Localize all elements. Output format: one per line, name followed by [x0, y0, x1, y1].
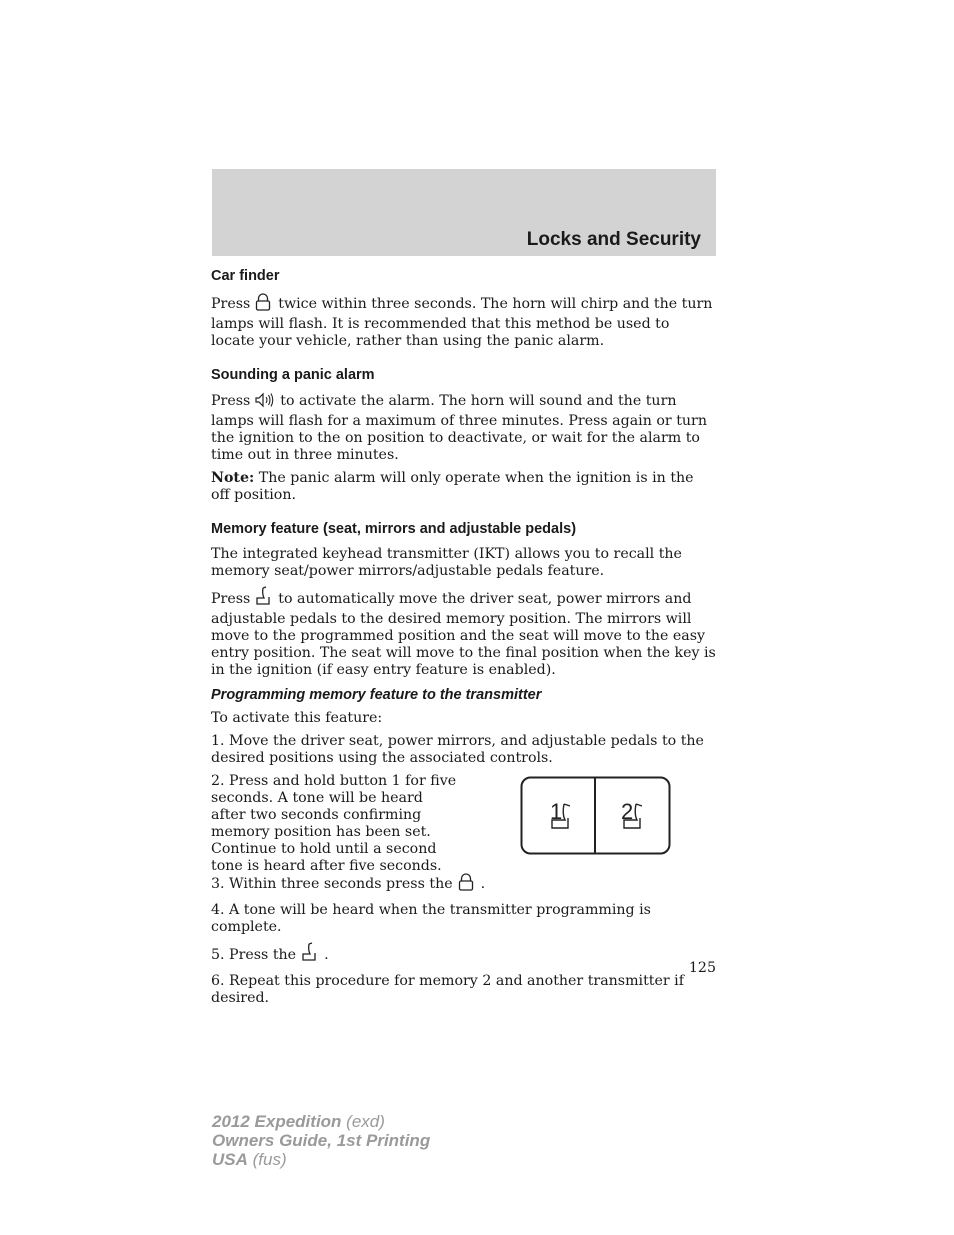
memory-button-1-label: 1 [550, 799, 563, 824]
page-content [211, 266, 716, 1013]
step-5: 5. Press the . [211, 942, 716, 967]
section-title: Locks and Security [526, 229, 701, 250]
lock-icon [457, 873, 475, 896]
memory-button-2-label: 2 [621, 799, 634, 824]
step-2: 2. Press and hold button 1 for five seconds. A tone will be heard after two seconds confirming memory position has been set. Continue to hold until a second tone is heard after five seconds. [211, 773, 457, 874]
memory-buttons-illustration [520, 776, 672, 856]
memory-seat-icon [300, 942, 318, 967]
heading-programming: Programming memory feature to the transmitter [211, 687, 542, 703]
lock-icon [254, 293, 272, 316]
horn-icon [254, 392, 274, 413]
memory-paragraph-1: The integrated keyhead transmitter (IKT) allows you to recall the memory seat/power mirrors/adjustable pedals feature. [211, 546, 682, 579]
memory-paragraph-2: Press to automatically move the driver seat, power mirrors and adjustable pedals to the desired memory position. The mirrors will move to the programmed position and the seat will move to the easy entry position. The seat will move to the final position when the key is in the ignition (if easy entry feature is enabled). [211, 586, 716, 679]
step-2-block [211, 773, 716, 874]
memory-seat-icon [254, 586, 272, 611]
footer: 2012 Expedition (exd) Owners Guide, 1st Printing USA (fus) [212, 1112, 431, 1169]
programming-intro: To activate this feature: [211, 710, 383, 726]
step-6: 6. Repeat this procedure for memory 2 and another transmitter if desired. [211, 973, 684, 1006]
car-finder-paragraph: Press twice within three seconds. The horn will chirp and the turn lamps will flash. It is recommended that this method be used to locate your vehicle, rather than using the panic alarm. [211, 293, 716, 350]
section-header-band [212, 169, 716, 256]
heading-memory-feature: Memory feature (seat, mirrors and adjustable pedals) [211, 521, 577, 537]
heading-car-finder: Car finder [211, 268, 280, 284]
step-1: 1. Move the driver seat, power mirrors, and adjustable pedals to the desired positions using the associated controls. [211, 733, 704, 766]
step-3: 3. Within three seconds press the . [211, 873, 716, 896]
step-4: 4. A tone will be heard when the transmitter programming is complete. [211, 902, 651, 935]
panic-paragraph: Press to activate the alarm. The horn will sound and the turn lamps will flash for a maximum of three minutes. Press again or turn the ignition to the on position to deactivate, or wait for the alarm to time out in three minutes. [211, 393, 707, 463]
heading-panic-alarm: Sounding a panic alarm [211, 367, 375, 383]
page-number: 125 [688, 960, 716, 976]
panic-note: Note: The panic alarm will only operate when the ignition is in the off position. [211, 470, 694, 503]
